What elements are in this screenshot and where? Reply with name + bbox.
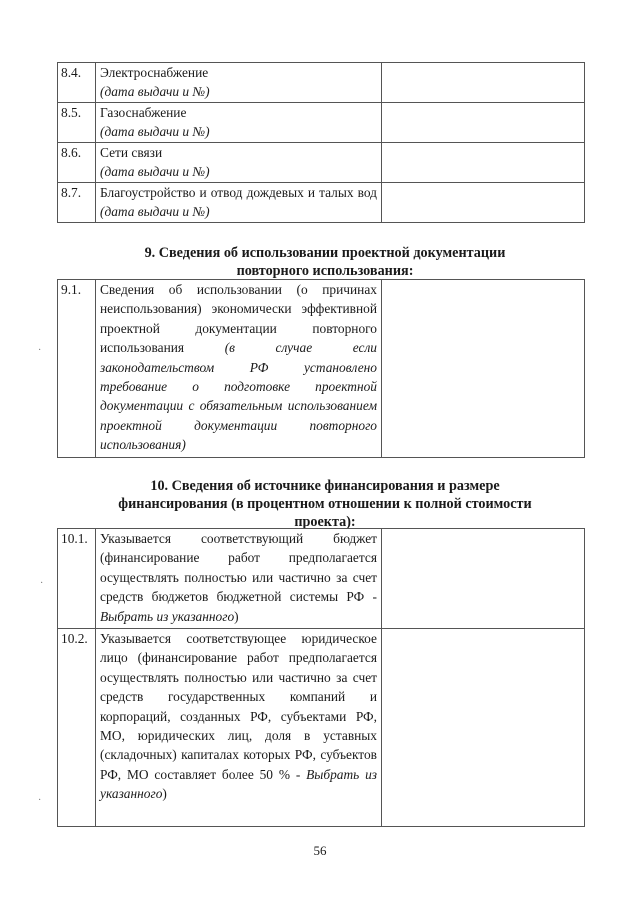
row-value-cell — [382, 529, 585, 629]
table-row — [58, 142, 585, 182]
row-number: 10.2. — [58, 629, 96, 827]
row-description: Указывается соответствующий бюджет (финансирование работ предполагается осуществлять полностью или частично за счет средств бюджетов бюджетной системы РФ - Выбрать из указанного) — [96, 529, 382, 629]
reuse-table — [57, 279, 585, 458]
utilities-table — [57, 62, 585, 223]
row-description: Благоустройство и отвод дождевых и талых вод (дата выдачи и №) — [96, 182, 382, 222]
row-number: 9.1. — [58, 280, 96, 458]
margin-mark: · — [38, 345, 42, 356]
row-description: Электроснабжение (дата выдачи и №) — [96, 63, 382, 103]
table-row — [58, 182, 585, 222]
table-row — [58, 102, 585, 142]
row-number: 8.4. — [58, 63, 96, 103]
section-9-heading: 9. Сведения об использовании проектной документации повторного использования: — [144, 245, 506, 279]
table-row — [58, 529, 585, 629]
row-number: 8.6. — [58, 142, 96, 182]
row-description: Сети связи (дата выдачи и №) — [96, 142, 382, 182]
table-row — [58, 280, 585, 458]
row-value-cell — [382, 280, 585, 458]
page-number: 56 — [313, 843, 327, 858]
row-description: Газоснабжение (дата выдачи и №) — [96, 102, 382, 142]
margin-mark: · — [40, 578, 44, 589]
row-value-cell — [382, 102, 585, 142]
row-description: Указывается соответствующее юридическое лицо (финансирование работ предполагается осуществлять полностью или частично за счет средств государственных компаний и корпораций, созданных РФ, субъектами РФ, МО, юридических лиц, доля в уставных (складочных) капиталах которых РФ, субъектов РФ, МО составляет более 50 % - Выбрать из указанного) — [96, 629, 382, 827]
row-value-cell — [382, 629, 585, 827]
row-value-cell — [382, 142, 585, 182]
row-value-cell — [382, 63, 585, 103]
table-row — [58, 63, 585, 103]
section-10-heading: 10. Сведения об источнике финансирования и размере финансирования (в процентном отношении к полной стоимости проекта): — [118, 478, 532, 530]
row-value-cell — [382, 182, 585, 222]
row-description: Сведения об использовании (о причинах неиспользования) экономически эффективной проектной документации повторного использования (в случае если законодательством РФ установлено требование о подготовке проектной документации с обязательным использованием проектной документации повторного использования) — [96, 280, 382, 458]
row-number: 8.5. — [58, 102, 96, 142]
row-number: 10.1. — [58, 529, 96, 629]
margin-mark: · — [38, 795, 42, 806]
row-number: 8.7. — [58, 182, 96, 222]
financing-table — [57, 528, 585, 827]
table-row — [58, 629, 585, 827]
